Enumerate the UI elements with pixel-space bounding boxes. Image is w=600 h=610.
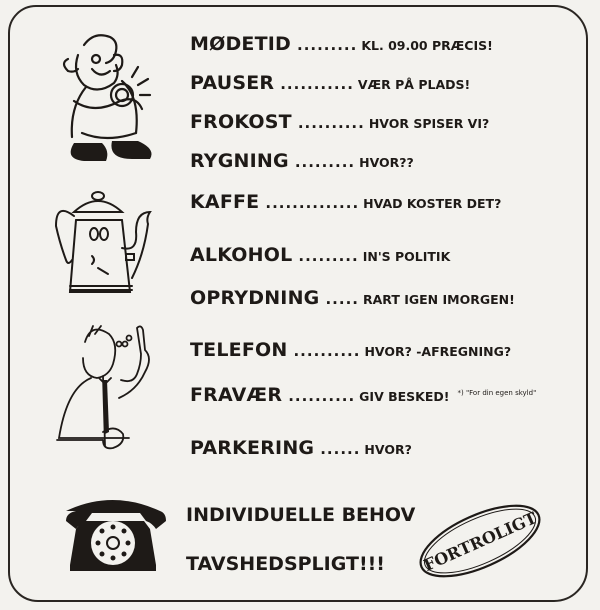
rule-dots: ......... bbox=[298, 247, 359, 265]
man-with-watch-icon bbox=[52, 25, 162, 165]
rule-dots: ......... bbox=[294, 153, 356, 171]
rule-label: MØDETID bbox=[190, 33, 292, 55]
rule-dots: ...... bbox=[320, 440, 361, 458]
rule-value: HVAD KOSTER DET? bbox=[363, 196, 502, 211]
rule-label: FROKOST bbox=[190, 111, 292, 133]
rule-row bbox=[190, 150, 414, 172]
rule-row bbox=[190, 437, 412, 459]
rule-value: HVOR? -AFREGNING? bbox=[364, 344, 512, 359]
rule-row bbox=[190, 33, 493, 55]
rule-value: RART IGEN IMORGEN! bbox=[362, 292, 515, 307]
rule-row bbox=[190, 287, 515, 309]
rule-label: ALKOHOL bbox=[190, 244, 293, 266]
rule-label: PARKERING bbox=[190, 437, 315, 459]
rule-label: PAUSER bbox=[190, 72, 275, 94]
footer-line-individual-needs: INDIVIDUELLE BEHOV bbox=[186, 504, 416, 526]
rule-row bbox=[190, 339, 511, 361]
rule-row bbox=[190, 111, 489, 133]
rule-value: KL. 09.00 PRÆCIS! bbox=[361, 38, 493, 53]
rule-dots: .......... bbox=[288, 387, 356, 405]
rule-label: FRAVÆR bbox=[190, 384, 283, 406]
rule-dots: ..... bbox=[325, 290, 359, 308]
rule-dots: ......... bbox=[297, 36, 358, 54]
rule-dots: ........... bbox=[280, 75, 354, 93]
footnote: *) "For din egen skyld" bbox=[457, 389, 537, 397]
rule-value: HVOR?? bbox=[359, 155, 414, 170]
rule-dots: .............. bbox=[265, 194, 360, 212]
rule-row bbox=[190, 384, 536, 406]
rule-row bbox=[190, 72, 470, 94]
coffee-pot-icon bbox=[52, 186, 152, 301]
rule-row bbox=[190, 244, 450, 266]
rule-dots: .......... bbox=[293, 342, 361, 360]
rotary-phone-icon bbox=[58, 495, 168, 575]
rule-value: IN'S POLITIK bbox=[362, 249, 451, 264]
rule-row bbox=[190, 191, 501, 213]
rule-label: OPRYDNING bbox=[190, 287, 320, 309]
rule-value: VÆR PÅ PLADS! bbox=[357, 77, 471, 92]
rule-value: HVOR? bbox=[364, 442, 412, 457]
rule-label: RYGNING bbox=[190, 150, 289, 172]
confidential-stamp bbox=[412, 503, 548, 579]
footer-line-confidentiality: TAVSHEDSPLIGT!!! bbox=[186, 553, 385, 575]
rule-value: GIV BESKED! bbox=[359, 389, 450, 404]
thinking-man-icon bbox=[55, 322, 165, 462]
rule-label: TELEFON bbox=[190, 339, 288, 361]
rule-label: KAFFE bbox=[190, 191, 260, 213]
rule-value: HVOR SPISER VI? bbox=[368, 116, 490, 131]
svg-text:FORTROLIGT: FORTROLIGT bbox=[420, 508, 540, 575]
rule-dots: .......... bbox=[297, 114, 365, 132]
